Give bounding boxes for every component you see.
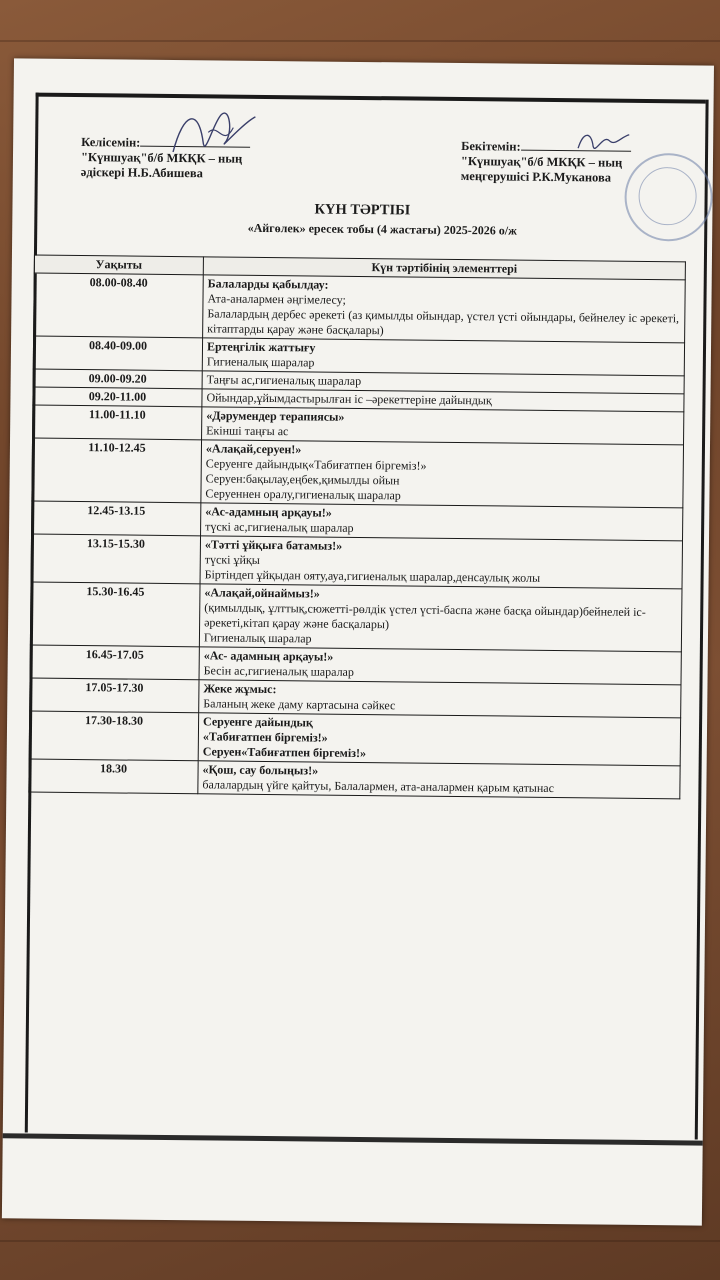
table-row [29, 711, 680, 766]
approval-right-label: Бекітемін: [461, 139, 521, 154]
element-line: Ата-аналармен әңгімелесу; [207, 291, 346, 307]
element-line: балалардың үйге қайтуы, Балалармен, ата-аналармен қарым қатынас [202, 777, 555, 796]
signature-left-icon [163, 102, 264, 163]
elements-cell [200, 536, 682, 589]
elements-cell [198, 761, 680, 799]
element-line: «Ас-адамның арқауы!» [205, 504, 332, 520]
element-line: түскі ұйқы [204, 552, 260, 567]
schedule-table [28, 255, 686, 800]
table-row [29, 759, 680, 799]
table-row [32, 438, 684, 508]
element-line: Серуен:бақылау,еңбек,қимылды ойын [205, 471, 400, 488]
time-cell: 11.10-12.45 [32, 438, 202, 503]
frame-top [36, 93, 706, 104]
element-line: Таңғы ас,гигиеналық шаралар [206, 372, 362, 388]
element-line: (қимылдық, ұлттық,сюжетті-рөлдік үстел үсті-баспа және басқа ойындар)бейнелей іс-әрекеті,кітап қарау және басқалары) [204, 600, 646, 632]
element-line: Серуенге дайындық«Табиғатпен біргеміз!» [205, 456, 427, 473]
time-cell: 11.00-11.10 [33, 405, 202, 440]
column-header-time: Уақыты [34, 255, 203, 275]
time-cell: 09.20-11.00 [33, 387, 202, 407]
element-line: түскі ас,гигиеналық шаралар [205, 519, 354, 535]
time-cell: 09.00-09.20 [33, 369, 202, 389]
time-cell: 18.30 [29, 759, 198, 794]
frame-right [695, 100, 709, 1140]
time-cell: 15.30-16.45 [30, 582, 200, 647]
official-seal-icon [624, 153, 713, 242]
elements-cell [201, 440, 684, 508]
document-subtitle: «Айгөлек» ересек тобы (4 жастағы) 2025-2026 о/ж [247, 220, 517, 238]
frame-bottom [3, 1133, 703, 1145]
column-header-elements: Күн тәртібінің элементтері [203, 257, 685, 280]
element-line: «Алақай,серуен!» [205, 441, 302, 457]
element-line: «Ас- адамның арқауы!» [203, 648, 334, 664]
element-line: «Тәтті ұйқыға батамыз!» [204, 537, 343, 553]
time-cell: 08.00-08.40 [34, 273, 204, 338]
elements-cell [202, 407, 684, 445]
time-cell: 17.30-18.30 [29, 711, 198, 761]
elements-cell [203, 275, 686, 343]
table-row [34, 273, 686, 343]
elements-cell [202, 338, 684, 376]
element-line: Ойындар,ұйымдастырылған іс –әрекеттеріне дайындық [206, 390, 492, 408]
element-line: Баланың жеке даму картасына сәйкес [203, 696, 396, 713]
element-line: Гигиеналық шаралар [206, 354, 315, 370]
document-title: КҮН ТӘРТІБІ [314, 201, 411, 219]
elements-cell [199, 680, 681, 718]
element-line: Бесін ас,гигиеналық шаралар [203, 663, 354, 679]
elements-cell [201, 503, 683, 541]
approval-left-label: Келісемін: [81, 135, 141, 150]
element-line: «Дәрумендер терапиясы» [206, 408, 345, 424]
time-cell: 13.15-15.30 [31, 534, 200, 584]
time-cell: 16.45-17.05 [30, 645, 199, 680]
approval-left-line1: "Күншуақ"б/б МКҚК – ның [80, 150, 243, 166]
signature-right-icon [573, 126, 633, 157]
element-line: «Қош, сау болыңыз!» [202, 762, 319, 778]
approval-left-line2: әдіскері Н.Б.Абишева [80, 165, 203, 181]
time-cell: 17.05-17.30 [30, 678, 199, 713]
time-cell: 08.40-09.00 [33, 336, 202, 371]
element-line: Балалардың дербес әрекеті (аз қимылды ойындар, үстел үсті ойындары, бейнелеу іс әрекеті, кітаптарды қарау және басқалары) [207, 306, 680, 338]
element-line: «Табиғатпен біргеміз!» [202, 729, 328, 745]
elements-cell [199, 647, 681, 685]
table-row [30, 582, 682, 652]
time-cell: 12.45-13.15 [32, 501, 201, 536]
element-line: Екінші таңғы ас [206, 423, 289, 439]
approval-right-line2: меңгерушісі Р.К.Муканова [460, 169, 612, 185]
table-row [31, 534, 682, 589]
element-line: Серуеннен оралу,гигиеналық шаралар [205, 486, 401, 503]
element-line: Жеке жұмыс: [203, 681, 277, 697]
element-line: Гигиеналық шаралар [203, 630, 312, 646]
element-line: «Алақай,ойнаймыз!» [204, 585, 320, 601]
approval-right-line1: "Күншуақ"б/б МКҚК – ның [460, 154, 623, 170]
element-line: Серуенге дайындық [203, 714, 313, 730]
elements-cell [199, 584, 682, 652]
document-sheet [2, 58, 714, 1225]
element-line: Серуен«Табиғатпен біргеміз!» [202, 744, 367, 761]
element-line: Балаларды қабылдау: [207, 276, 329, 292]
elements-cell [198, 713, 680, 766]
element-line: Ертеңгілік жаттығу [206, 339, 316, 355]
element-line: Біртіндеп ұйқыдан ояту,ауа,гигиеналық шаралар,денсаулық жолы [204, 567, 541, 585]
